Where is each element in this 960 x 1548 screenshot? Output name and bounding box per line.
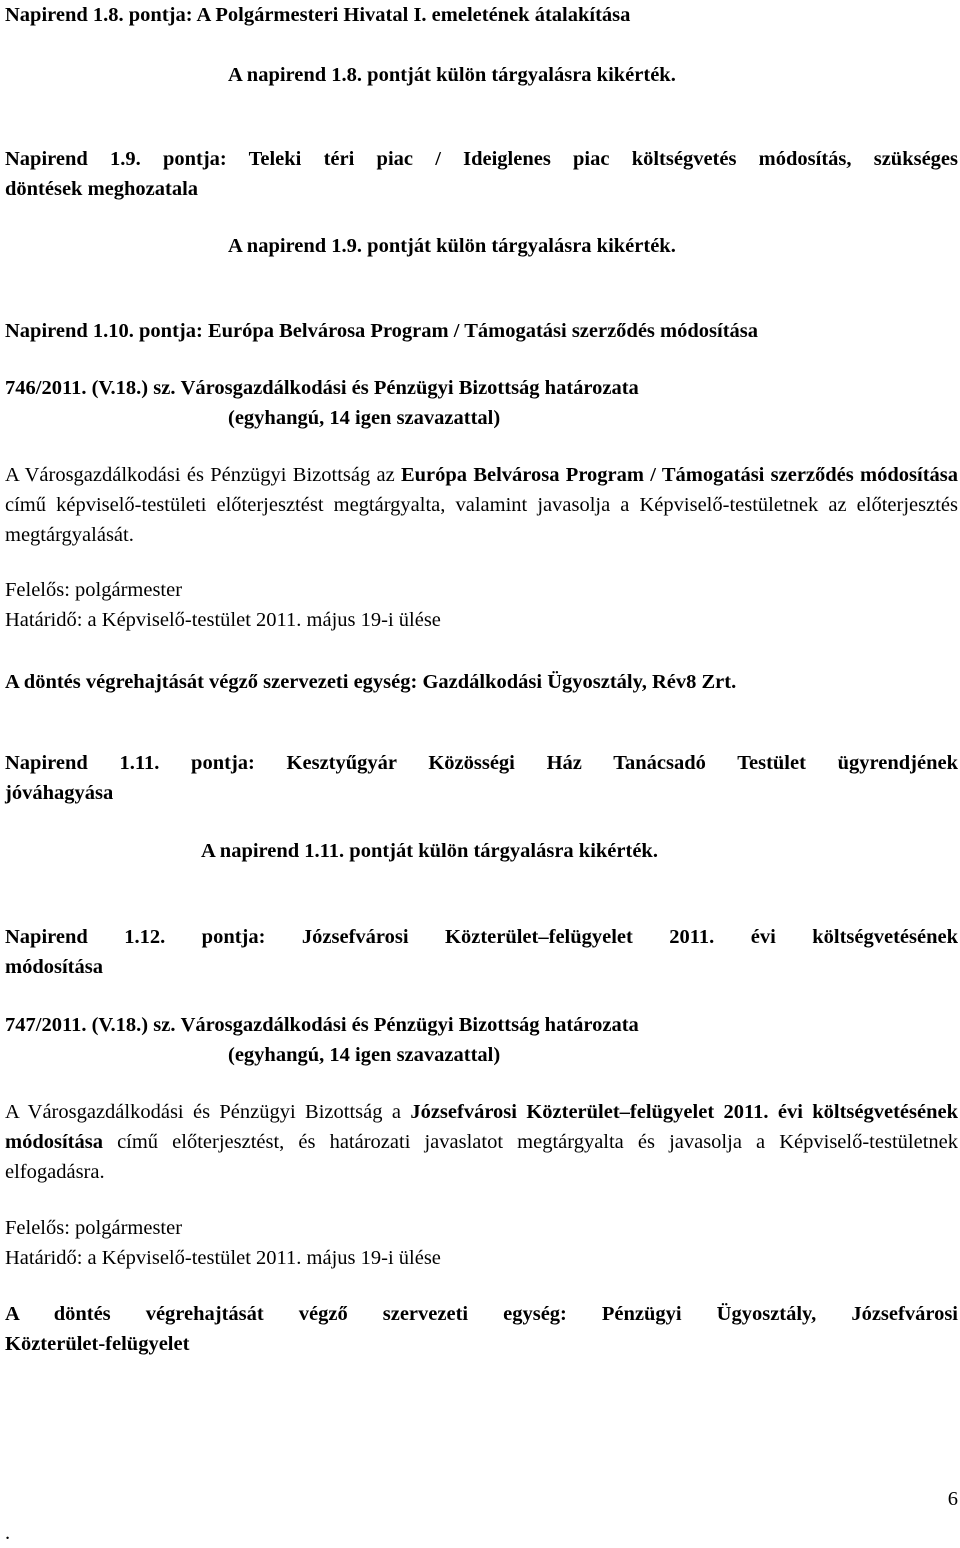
resolution-number: 746/2011. (V.18.) sz. <box>5 377 176 399</box>
resolution-body-text-end: című előterjesztést, és határozati javaslatot megtárgyalta és javasolja a Képviselő-testületnek elfogadásra. <box>5 1131 958 1183</box>
agenda-heading-1-8: Napirend 1.8. pontja: A Polgármesteri Hivatal I. emeletének átalakítása <box>5 4 631 26</box>
agenda-heading-1-10: Napirend 1.10. pontja: Európa Belvárosa Program / Támogatási szerződés módosítása <box>5 320 758 342</box>
resolution-body <box>5 1097 958 1187</box>
resolution-body-text: A Városgazdálkodási és Pénzügyi Bizottság az <box>5 464 401 486</box>
resolution-body-subject: Európa Belvárosa Program / Támogatási szerződés módosítása <box>400 464 958 486</box>
page-number: 6 <box>947 1488 958 1510</box>
resolution-746-header <box>5 373 958 403</box>
agenda-heading-1-9-line2: döntések meghozatala <box>5 178 199 200</box>
agenda-heading-1-12-line2: módosítása <box>5 956 103 978</box>
resolution-747-header <box>5 1010 958 1040</box>
agenda-heading-1-9-line1: Napirend 1.9. pontja: Teleki téri piac / Ideiglenes piac költségvetés módosítás, szükséges <box>5 148 958 170</box>
agenda-note-1-11: A napirend 1.11. pontját külön tárgyalásra kikérték. <box>201 840 658 862</box>
agenda-heading-1-11-line2: jóváhagyása <box>5 782 114 804</box>
resolution-number: 747/2011. (V.18.) sz. <box>5 1014 176 1036</box>
resolution-body <box>5 460 958 550</box>
resolution-body-text-end: című képviselő-testületi előterjesztést megtárgyalta, valamint javasolja a Képviselő-testületnek az előterjesztés megtárgyalását. <box>5 494 958 546</box>
resolution-body-text: A Városgazdálkodási és Pénzügyi Bizottság a <box>5 1101 411 1123</box>
resolution-responsible: Felelős: polgármester <box>5 1217 183 1239</box>
resolution-executor-line1: A döntés végrehajtását végző szervezeti egység: Pénzügyi Ügyosztály, Józsefvárosi <box>5 1303 958 1325</box>
resolution-title: Városgazdálkodási és Pénzügyi Bizottság határozata <box>180 377 639 399</box>
resolution-responsible: Felelős: polgármester <box>5 579 183 601</box>
footer-dot: . <box>5 1522 11 1544</box>
resolution-title: Városgazdálkodási és Pénzügyi Bizottság határozata <box>180 1014 639 1036</box>
agenda-heading-1-12-line1: Napirend 1.12. pontja: Józsefvárosi Közterület–felügyelet 2011. évi költségvetésének <box>5 926 958 948</box>
resolution-executor-line2: Közterület-felügyelet <box>5 1333 190 1355</box>
resolution-deadline: Határidő: a Képviselő-testület 2011. május 19-i ülése <box>5 609 441 631</box>
agenda-heading-1-11-line1: Napirend 1.11. pontja: Kesztyűgyár Közösségi Ház Tanácsadó Testület ügyrendjének <box>5 752 958 774</box>
agenda-note-1-9: A napirend 1.9. pontját külön tárgyalásra kikérték. <box>228 235 676 257</box>
resolution-deadline: Határidő: a Képviselő-testület 2011. május 19-i ülése <box>5 1247 441 1269</box>
resolution-body-subject: Józsefvárosi Közterület–felügyelet 2011. évi költségvetésének módosítása <box>5 1101 959 1153</box>
resolution-executor: A döntés végrehajtását végző szervezeti egység: Gazdálkodási Ügyosztály, Rév8 Zrt. <box>5 671 737 693</box>
agenda-note-1-8: A napirend 1.8. pontját külön tárgyalásra kikérték. <box>228 64 676 86</box>
resolution-vote: (egyhangú, 14 igen szavazattal) <box>228 1044 501 1066</box>
resolution-vote: (egyhangú, 14 igen szavazattal) <box>228 407 501 429</box>
